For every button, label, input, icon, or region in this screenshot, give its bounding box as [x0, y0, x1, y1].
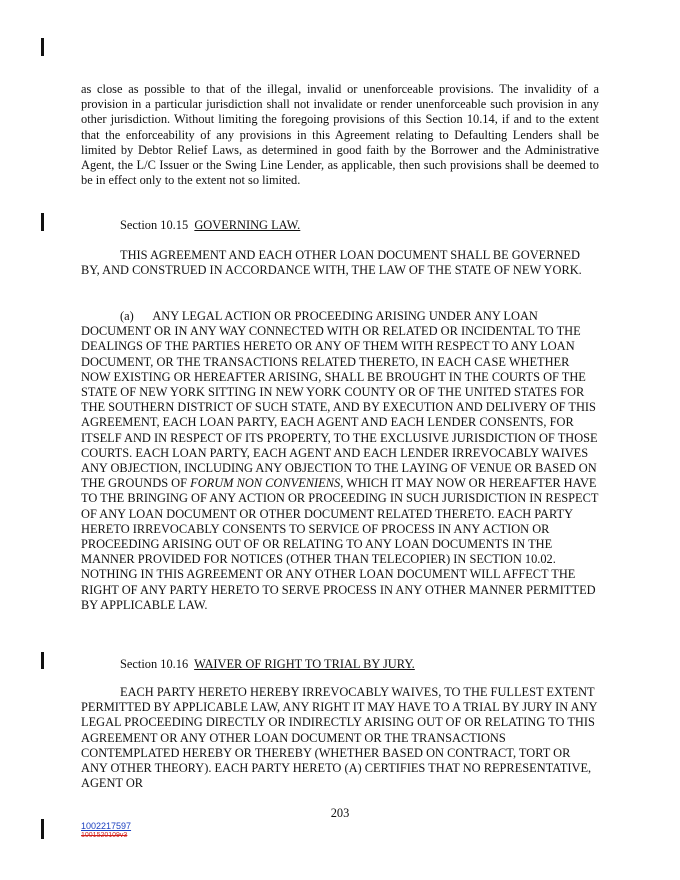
governing-law-paragraph	[81, 248, 599, 278]
page-number: 203	[330, 806, 350, 820]
footer-doc-id[interactable]: 1002217597	[81, 821, 132, 831]
paragraph-a-body: ANY LEGAL ACTION OR PROCEEDING ARISING UNDER ANY LOAN DOCUMENT OR IN ANY WAY CONNECTED WITH OR RELATED OR INCIDENTAL TO THE DEALINGS OF THE PARTIES HERETO OR ANY OF THEM WITH RESPECT TO ANY LOAN DOCUMENT, OR THE TRANSACTIONS RELATED THERETO, IN EACH CASE WHETHER NOW EXISTING OR HEREAFTER ARISING, SHALL BE BROUGHT IN THE COURTS OF THE STATE OF NEW YORK SITTING IN NEW YORK COUNTY OR OF THE UNITED STATES FOR THE SOUTHERN DISTRICT OF SUCH STATE, AND BY EXECUTION AND DELIVERY OF THIS AGREEMENT, EACH LOAN PARTY, EACH AGENT AND EACH LENDER CONSENTS, FOR ITSELF AND IN RESPECT OF ITS PROPERTY, TO THE EXCLUSIVE JURISDICTION OF THOSE COURTS. EACH LOAN PARTY, EACH AGENT AND EACH LENDER IRREVOCABLY WAIVES ANY OBJECTION, INCLUDING ANY OBJECTION TO THE LAYING OF VENUE OR BASED ON THE GROUNDS OF	[81, 309, 598, 491]
section-number: Section 10.15	[120, 218, 189, 232]
change-bar	[41, 819, 44, 839]
section-heading-10-16	[120, 657, 415, 672]
section-title: WAIVER OF RIGHT TO TRIAL BY JURY.	[194, 657, 415, 671]
paragraph-a-text	[81, 309, 599, 613]
governing-law-text: THIS AGREEMENT AND EACH OTHER LOAN DOCUMENT SHALL BE GOVERNED BY, AND CONSTRUED IN ACCORDANCE WITH, THE LAW OF THE STATE OF NEW YORK.	[81, 248, 582, 278]
section-heading-10-15	[120, 218, 300, 233]
jury-waiver-paragraph	[81, 685, 599, 791]
section-title: GOVERNING LAW.	[194, 218, 301, 232]
jury-waiver-text: EACH PARTY HERETO HEREBY IRREVOCABLY WAIVES, TO THE FULLEST EXTENT PERMITTED BY APPLICABLE LAW, ANY RIGHT IT MAY HAVE TO A TRIAL BY JURY IN ANY LEGAL PROCEEDING DIRECTLY OR INDIRECTLY ARISING OUT OF OR RELATING TO THIS AGREEMENT OR ANY OTHER LOAN DOCUMENT OR THE TRANSACTIONS CONTEMPLATED HEREBY OR THEREBY (WHETHER BASED ON CONTRACT, TORT OR ANY OTHER THEORY). EACH PARTY HERETO (A) CERTIFIES THAT NO REPRESENTATIVE, AGENT OR	[81, 685, 598, 791]
body-paragraph	[81, 82, 599, 188]
footer-old-doc-id: 1001520109v3	[81, 832, 128, 839]
change-bar	[41, 38, 44, 56]
section-number: Section 10.16	[120, 657, 189, 671]
paragraph-a-body-continued: , WHICH IT MAY NOW OR HEREAFTER HAVE TO THE BRINGING OF ANY ACTION OR PROCEEDING IN SUCH JURISDICTION IN RESPECT OF ANY LOAN DOCUMENT OR OTHER DOCUMENT RELATED THERETO. EACH PARTY HERETO IRREVOCABLY CONSENTS TO SERVICE OF PROCESS IN ANY ACTION OR PROCEEDING ARISING OUT OF OR RELATING TO ANY LOAN DOCUMENTS IN THE MANNER PROVIDED FOR NOTICES (OTHER THAN TELECOPIER) IN SECTION 10.02. NOTHING IN THIS AGREEMENT OR ANY OTHER LOAN DOCUMENT WILL AFFECT THE RIGHT OF ANY PARTY HERETO TO SERVE PROCESS IN ANY OTHER MANNER PERMITTED BY APPLICABLE LAW.	[81, 476, 599, 612]
paragraph-label: (a)	[120, 309, 134, 323]
change-bar	[41, 213, 44, 231]
italic-term: FORUM NON CONVENIENS	[190, 476, 341, 491]
change-bar	[41, 652, 44, 669]
paragraph-continued: as close as possible to that of the illegal, invalid or unenforceable provisions. The invalidity of a provision in a particular jurisdiction shall not invalidate or render unenforceable such provision in any other jurisdiction. Without limiting the foregoing provisions of this Section 10.14, if and to the extent that the enforceability of any provisions in this Agreement relating to Defaulting Lenders shall be limited by Debtor Relief Laws, as determined in good faith by the Borrower and the Administrative Agent, the L/C Issuer or the Swing Line Lender, as applicable, then such provisions shall be deemed to be in effect only to the extent not so limited.	[81, 82, 599, 188]
paragraph-a	[81, 309, 599, 613]
